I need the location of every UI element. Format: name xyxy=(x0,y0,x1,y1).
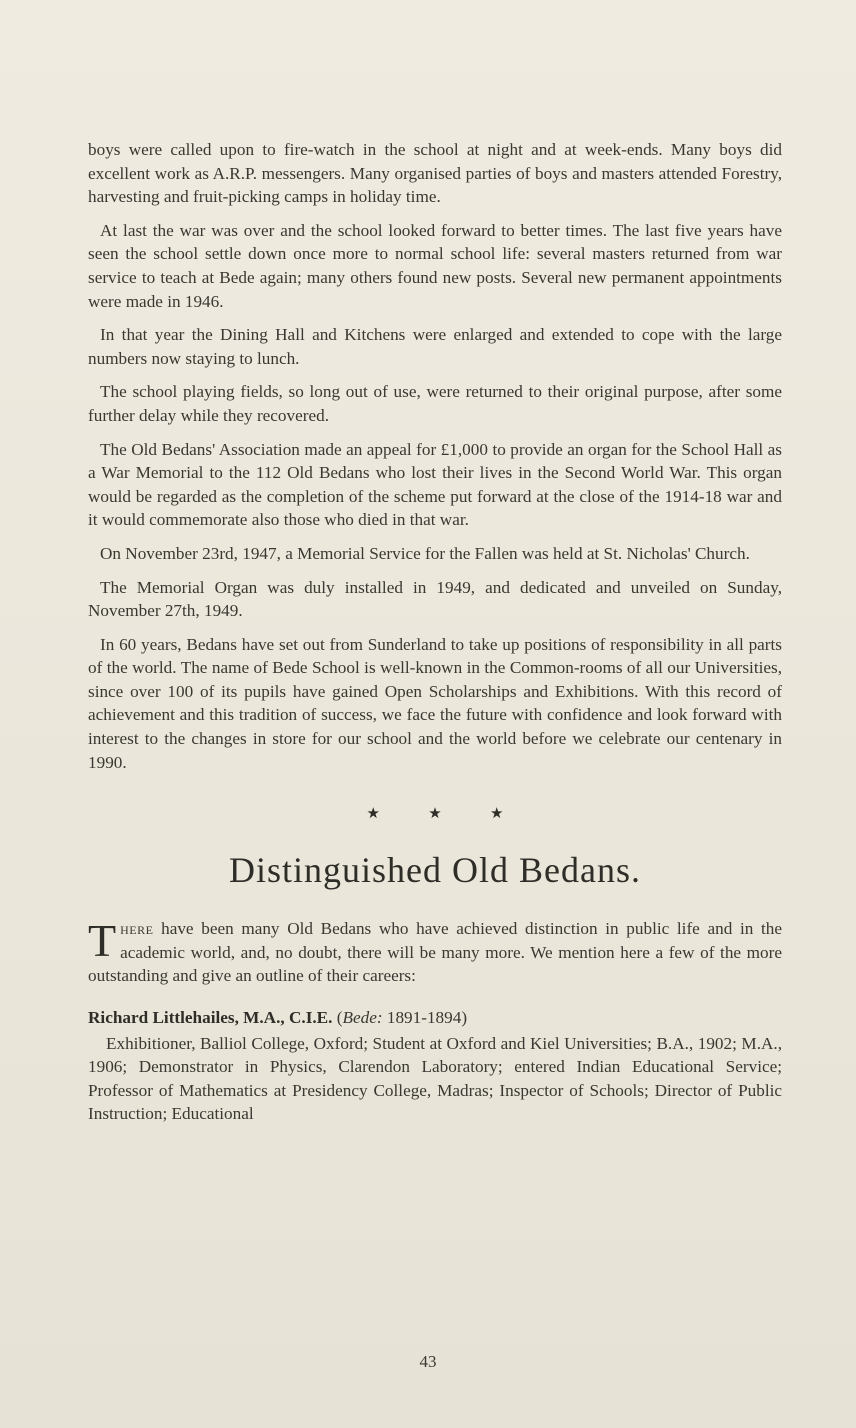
entry-heading xyxy=(88,1006,782,1030)
section-divider xyxy=(88,804,782,823)
page-number: 43 xyxy=(419,1352,437,1371)
entry-period-open: ( xyxy=(336,1008,343,1028)
entry-name: Richard Littlehailes, M.A., C.I.E. xyxy=(88,1008,333,1028)
paragraph: In 60 years, Bedans have set out from Sunderland to take up positions of responsibility in all parts of the world. The name of Bede School is well-known in the Common-rooms of all our Universities, since over 100 of its pupils have gained Open Scholarships and Exhibitions. With this record of achievement and this tradition of success, we face the future with confidence and look forward with interest to the changes in store for our school and the world before we celebrate our centenary in 1990. xyxy=(88,634,782,772)
entry-period-label: Bede: xyxy=(342,1008,383,1028)
paragraph: The Old Bedans' Association made an appeal for £1,000 to provide an organ for the School Hall as a War Memorial to the 112 Old Bedans who lost their lives in the Second World War. This organ would be regarded as the completion of the scheme put forward at the close of the 1914-18 war and it would commemorate also those who died in that war. xyxy=(88,439,782,530)
drop-cap: T xyxy=(88,915,117,967)
star-icon: ★ xyxy=(490,806,504,823)
star-icon: ★ xyxy=(366,806,380,823)
paragraph: boys were called upon to fire-watch in the school at night and at week-ends. Many boys did excellent work as A.R.P. messengers. Many organised parties of boys and masters attended Forestry, harvesting and fruit-picking camps in holiday time. xyxy=(88,140,782,207)
intro-paragraph xyxy=(88,917,782,988)
text-column xyxy=(88,138,782,1136)
entry-period xyxy=(337,1008,467,1027)
intro-smallcaps: here xyxy=(120,919,154,939)
section-title: Distinguished Old Bedans. xyxy=(229,850,641,891)
entry-body: Exhibitioner, Balliol College, Oxford; Student at Oxford and Kiel Universities; B.A., 1902; M.A., 1906; Demonstrator in Physics, Clarendon Laboratory; entered Indian Educational Service; Professor of Mathematics at Presidency College, Madras; Inspector of Schools; Director of Public Instruction; Educational xyxy=(88,1033,782,1124)
paragraph: The Memorial Organ was duly installed in 1949, and dedicated and unveiled on Sunday, November 27th, 1949. xyxy=(88,577,782,621)
paragraph: On November 23rd, 1947, a Memorial Service for the Fallen was held at St. Nicholas' Church. xyxy=(100,543,750,563)
entry-period-years: 1891-1894) xyxy=(382,1008,468,1028)
star-icon: ★ xyxy=(428,806,442,823)
paragraph: In that year the Dining Hall and Kitchens were enlarged and extended to cope with the large numbers now staying to lunch. xyxy=(88,325,782,368)
intro-text: have been many Old Bedans who have achieved distinction in public life and in the academic world, and, no doubt, there will be many more. We mention here a few of the more outstanding and give an outline of their careers: xyxy=(88,919,782,986)
paragraph: The school playing fields, so long out of use, were returned to their original purpose, after some further delay while they recovered. xyxy=(88,382,782,425)
paragraph: At last the war was over and the school looked forward to better times. The last five years have seen the school settle down once more to normal school life: several masters returned from war service to teach at Bede again; many others found new posts. Several new permanent appointments were made in 1946. xyxy=(88,220,782,311)
